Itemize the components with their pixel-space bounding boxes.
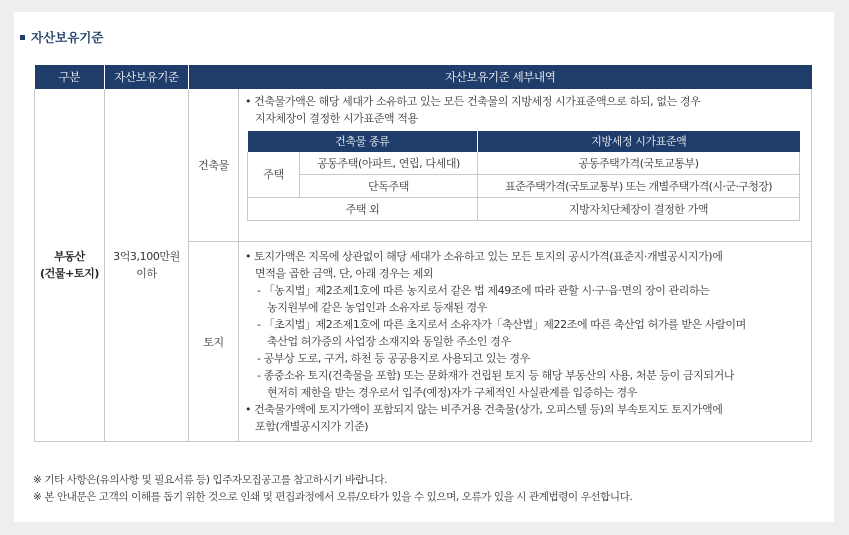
land-line: 축산업 허가증의 사업장 소재지와 동일한 주소인 경우 <box>267 335 511 348</box>
table-header-row <box>35 65 812 89</box>
land-line: - 「초지법」제2조제1호에 따른 초지로서 소유자가「축산법」제22조에 따른 축산업 허가를 받은 사람이며 <box>257 318 746 331</box>
building-desc-line2: 지자체장이 결정한 시가표준액 적용 <box>255 112 418 125</box>
inner-header-row <box>248 131 800 152</box>
building-type-cell: 주택 외 <box>248 198 478 221</box>
land-line: - 공부상 도로, 구거, 하천 등 공공용지로 사용되고 있는 경우 <box>257 352 530 365</box>
land-line: 면적을 곱한 금액. 단, 아래 경우는 제외 <box>255 267 434 280</box>
building-type-table <box>247 131 800 221</box>
inner-header-value: 지방세정 시가표준액 <box>478 131 800 152</box>
land-label: 토지 <box>189 242 239 442</box>
asset-criteria-table <box>34 65 812 442</box>
limit-cell <box>105 89 189 442</box>
table-row <box>248 152 800 175</box>
table-row <box>248 198 800 221</box>
category-line1: 부동산 <box>54 250 85 263</box>
land-line: 현저히 제한을 받는 경우로서 입주(예정)자가 구체적인 사실관계를 입증하는 경우 <box>267 386 638 399</box>
building-value-cell: 표준주택가격(국토교통부) 또는 개별주택가격(시·군·구청장) <box>478 175 800 198</box>
note-line: ※ 본 안내문은 고객의 이해를 돕기 위한 것으로 인쇄 및 편집과정에서 오류/오타가 있을 수 있으며, 오류가 있을 시 관계법령이 우선합니다. <box>33 491 633 503</box>
inner-header-type: 건축물 종류 <box>248 131 478 152</box>
land-line: - 「농지법」제2조제1호에 따른 농지로서 같은 법 제49조에 따라 관할 시·구·읍·면의 장이 관리하는 <box>257 284 710 297</box>
land-line: 포함(개별공시지가 기준) <box>255 420 369 433</box>
category-line2: (건물+토지) <box>40 267 99 280</box>
housing-label: 주택 <box>248 152 300 198</box>
building-value-cell: 공동주택가격(국토교통부) <box>478 152 800 175</box>
header-criteria-detail: 자산보유기준 세부내역 <box>189 65 812 89</box>
table-row <box>248 175 800 198</box>
square-bullet-icon <box>20 35 25 40</box>
section-title-text: 자산보유기준 <box>31 30 104 45</box>
land-line: • 건축물가액에 토지가액이 포함되지 않는 비주거용 건축물(상가, 오피스텔 등)의 부속토지도 토지가액에 <box>245 403 723 416</box>
header-category: 구분 <box>35 65 105 89</box>
building-detail <box>239 89 812 242</box>
category-cell <box>35 89 105 442</box>
land-detail <box>239 242 812 442</box>
building-type-cell: 공동주택(아파트, 연립, 다세대) <box>300 152 478 175</box>
section-title <box>20 28 103 46</box>
land-line: • 토지가액은 지목에 상관없이 해당 세대가 소유하고 있는 모든 토지의 공시가격(표준지·개별공시지가)에 <box>245 250 723 263</box>
land-line: - 종중소유 토지(건축물을 포함) 또는 문화재가 건립된 토지 등 해당 부동산의 사용, 처분 등이 금지되거나 <box>257 369 735 382</box>
building-type-cell: 단독주택 <box>300 175 478 198</box>
building-value-cell: 지방자치단체장이 결정한 가액 <box>478 198 800 221</box>
building-desc-line1: • 건축물가액은 해당 세대가 소유하고 있는 모든 건축물의 지방세정 시가표준액으로 하되, 없는 경우 <box>245 95 701 108</box>
building-label: 건축물 <box>189 89 239 242</box>
table-row <box>35 89 812 242</box>
notes <box>33 472 632 506</box>
header-asset-criteria: 자산보유기준 <box>105 65 189 89</box>
note-line: ※ 기타 사항은(유의사항 및 필요서류 등) 입주자모집공고를 참고하시기 바랍니다. <box>33 474 388 486</box>
limit-line1: 3억3,100만원 <box>113 250 180 263</box>
land-line: 농지원부에 같은 농업인과 소유자로 등재된 경우 <box>267 301 488 314</box>
limit-line2: 이하 <box>136 267 157 280</box>
